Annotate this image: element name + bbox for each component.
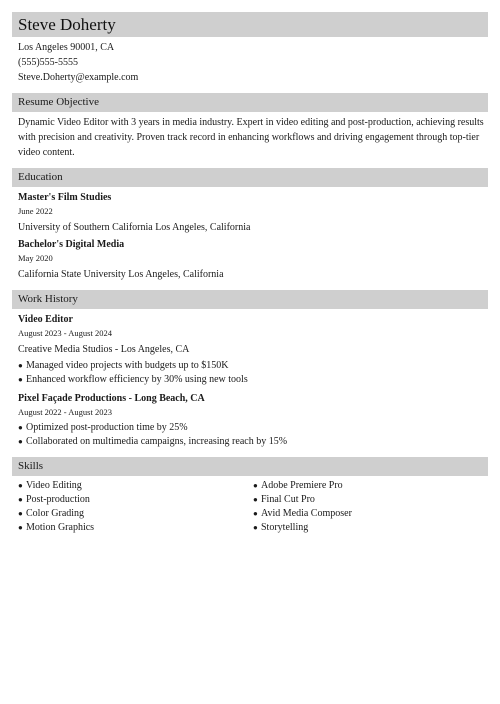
education-degree: Master's Film Studies [18,192,112,203]
skill-text: Post-production [26,494,90,505]
job-bullets [12,359,488,387]
skill-text: Motion Graphics [26,522,95,533]
bullet-icon: ● [18,523,23,532]
bullet-text: Managed video projects with budgets up to $150K [26,360,229,371]
bullet-icon: ● [18,495,23,504]
section-heading-education: Education [12,168,488,187]
skill-item [18,493,253,507]
skill-item [18,521,253,535]
bullet-icon: ● [253,481,258,490]
section-heading-objective: Resume Objective [12,93,488,112]
bullet-icon: ● [18,481,23,490]
job-company: Creative Media Studios - Los Angeles, CA [18,344,190,355]
education-date: June 2022 [18,206,53,216]
education-school: University of Southern California Los Angeles, California [18,222,251,233]
bullet-text: Optimized post-production time by 25% [26,422,188,433]
skill-item [253,479,488,493]
skill-item [18,479,253,493]
skill-text: Avid Media Composer [261,508,352,519]
list-item [18,421,488,435]
job-dates: August 2022 - August 2023 [18,407,112,417]
bullet-icon: ● [253,523,258,532]
education-school: California State University Los Angeles, California [18,269,224,280]
bullet-icon: ● [18,437,23,446]
education-degree: Bachelor's Digital Media [18,239,125,250]
list-item [18,435,488,449]
skills-column-right [253,479,488,535]
work-entry [12,312,488,387]
bullet-icon: ● [18,361,23,370]
bullet-icon: ● [253,509,258,518]
skill-item [253,493,488,507]
skill-item [18,507,253,521]
education-entry [12,237,488,282]
candidate-name: Steve Doherty [12,12,488,37]
skill-text: Final Cut Pro [261,494,315,505]
objective-text: Dynamic Video Editor with 3 years in media industry. Expert in video editing and post-production, achieving results with precision and creativity. Proven track record in enhancing workflows and driving engagement through top-tier video content. [18,117,484,158]
education-entry [12,190,488,235]
skill-text: Adobe Premiere Pro [261,480,343,491]
list-item [18,359,488,373]
skill-item [253,521,488,535]
section-heading-skills: Skills [12,457,488,476]
skill-text: Color Grading [26,508,85,519]
contact-address: Los Angeles 90001, CA [18,42,115,53]
list-item [18,373,488,387]
contact-email: Steve.Doherty@example.com [18,72,139,83]
bullet-text: Collaborated on multimedia campaigns, increasing reach by 15% [26,436,288,447]
bullet-icon: ● [18,509,23,518]
job-bullets [12,421,488,449]
skill-item [253,507,488,521]
bullet-icon: ● [18,375,23,384]
bullet-icon: ● [18,423,23,432]
contact-phone: (555)555-5555 [18,57,78,68]
skills-grid [12,479,488,535]
skill-text: Storytelling [261,522,309,533]
skill-text: Video Editing [26,480,82,491]
education-date: May 2020 [18,253,53,263]
job-title: Video Editor [18,314,73,325]
bullet-icon: ● [253,495,258,504]
job-title: Pixel Façade Productions - Long Beach, CA [18,393,205,404]
section-heading-work-history: Work History [12,290,488,309]
work-entry [12,391,488,449]
skills-column-left [18,479,253,535]
bullet-text: Enhanced workflow efficiency by 30% using new tools [26,374,248,385]
job-dates: August 2023 - August 2024 [18,328,112,338]
